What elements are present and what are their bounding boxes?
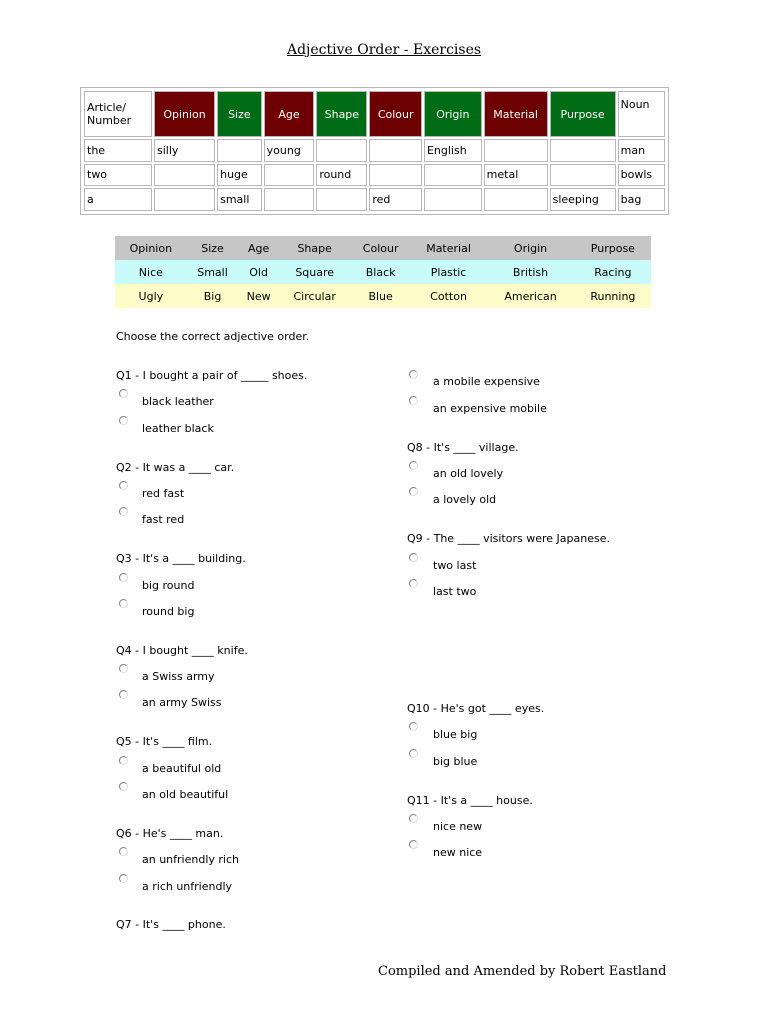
table-cell [154,164,215,187]
table-cell [264,164,315,187]
option-label: fast red [142,513,185,526]
radio-q11-option-1[interactable] [409,814,418,823]
table-cell [424,164,482,187]
examples-table [115,236,651,308]
table-cell: small [217,188,262,211]
table-cell [217,139,262,162]
examples-header: Colour [350,236,410,260]
radio-q7-option-2[interactable] [409,396,418,405]
examples-header: Origin [486,236,574,260]
radio-q10-option-2[interactable] [409,749,418,758]
table-cell [550,164,616,187]
radio-q8-option-1[interactable] [409,461,418,470]
radio-q4-option-1[interactable] [119,664,128,673]
radio-q4-option-2[interactable] [119,690,128,699]
option-label: a rich unfriendly [142,880,233,893]
option-label: big round [142,579,195,592]
radio-q6-option-1[interactable] [119,847,128,856]
header-shape: Shape [316,91,367,137]
option-label: an old beautiful [142,788,229,801]
header-article-number: Article/ Number [84,91,152,137]
footer-credit: Compiled and Amended by Robert Eastland [378,964,667,979]
header-size: Size [217,91,262,137]
table-cell [484,188,548,211]
examples-cell: Ugly [115,284,187,308]
header-origin: Origin [424,91,482,137]
option-label: blue big [433,728,478,741]
option-label: an unfriendly rich [142,853,239,866]
examples-cell: Old [238,260,279,284]
examples-cell: New [238,284,279,308]
instructions: Choose the correct adjective order. [116,330,310,343]
option-label: a Swiss army [142,670,215,683]
table-cell: sleeping [550,188,616,211]
examples-cell: Black [350,260,410,284]
table-cell [550,139,616,162]
option-label: an old lovely [433,467,504,480]
table-cell [369,139,422,162]
radio-q1-option-1[interactable] [119,389,128,398]
table-cell: bag [618,188,665,211]
examples-cell: Racing [575,260,651,284]
option-label: round big [142,605,195,618]
option-label: black leather [142,395,214,408]
header-opinion: Opinion [154,91,215,137]
radio-q3-option-1[interactable] [119,573,128,582]
examples-header: Material [411,236,487,260]
option-label: an expensive mobile [433,402,547,415]
table-cell: red [369,188,422,211]
header-age: Age [264,91,315,137]
table-cell: two [84,164,152,187]
option-label: big blue [433,755,478,768]
table-cell [316,139,367,162]
examples-header: Size [187,236,239,260]
examples-header: Shape [279,236,351,260]
examples-cell: Plastic [411,260,487,284]
examples-cell: Big [187,284,239,308]
examples-header: Opinion [115,236,187,260]
table-cell: huge [217,164,262,187]
examples-cell: British [486,260,574,284]
radio-q1-option-2[interactable] [119,416,128,425]
examples-cell: Square [279,260,351,284]
examples-cell: Running [575,284,651,308]
examples-header: Age [238,236,279,260]
examples-cell: Small [187,260,239,284]
question-q10: Q10 - He's got ____ eyes. [407,702,545,715]
question-q3: Q3 - It's a ____ building. [116,552,246,565]
option-label: an army Swiss [142,696,222,709]
table-cell: man [618,139,665,162]
radio-q10-option-1[interactable] [409,722,418,731]
table-cell [316,188,367,211]
question-q8: Q8 - It's ____ village. [407,441,519,454]
question-q1: Q1 - I bought a pair of _____ shoes. [116,369,308,382]
option-label: red fast [142,487,185,500]
page-title: Adjective Order - Exercises [286,42,482,58]
option-label: a lovely old [433,493,497,506]
table-cell: the [84,139,152,162]
radio-q9-option-2[interactable] [409,579,418,588]
table-cell [264,188,315,211]
examples-cell: Circular [279,284,351,308]
radio-q3-option-2[interactable] [119,599,128,608]
table-cell [424,188,482,211]
option-label: last two [433,585,477,598]
radio-q2-option-1[interactable] [119,481,128,490]
question-q7: Q7 - It's ____ phone. [116,918,226,931]
examples-header: Purpose [575,236,651,260]
table-cell: a [84,188,152,211]
option-label: leather black [142,422,214,435]
examples-cell: Cotton [411,284,487,308]
radio-q5-option-1[interactable] [119,756,128,765]
table-cell [369,164,422,187]
header-material: Material [484,91,548,137]
option-label: nice new [433,820,483,833]
examples-cell: American [486,284,574,308]
table-cell: bowls [618,164,665,187]
radio-q2-option-2[interactable] [119,507,128,516]
header-colour: Colour [369,91,422,137]
table-cell [484,139,548,162]
question-q4: Q4 - I bought ____ knife. [116,644,248,657]
table-cell: round [316,164,367,187]
question-q5: Q5 - It's ____ film. [116,735,213,748]
examples-cell: Blue [350,284,410,308]
table-cell: English [424,139,482,162]
radio-q11-option-2[interactable] [409,840,418,849]
table-cell: young [264,139,315,162]
radio-q7-option-1[interactable] [409,370,418,379]
radio-q8-option-2[interactable] [409,487,418,496]
question-q2: Q2 - It was a ____ car. [116,461,235,474]
table-cell [154,188,215,211]
question-q11: Q11 - It's a ____ house. [407,794,533,807]
option-label: new nice [433,846,483,859]
question-q9: Q9 - The ____ visitors were Japanese. [407,532,610,545]
option-label: a mobile expensive [433,375,540,388]
table-cell: metal [484,164,548,187]
examples-cell: Nice [115,260,187,284]
option-label: a beautiful old [142,762,222,775]
table-cell: silly [154,139,215,162]
adjective-order-table [80,87,669,215]
header-noun: Noun [618,91,665,137]
header-purpose: Purpose [550,91,616,137]
radio-q5-option-2[interactable] [119,782,128,791]
radio-q9-option-1[interactable] [409,553,418,562]
option-label: two last [433,559,477,572]
radio-q6-option-2[interactable] [119,874,128,883]
question-q6: Q6 - He's ____ man. [116,827,224,840]
